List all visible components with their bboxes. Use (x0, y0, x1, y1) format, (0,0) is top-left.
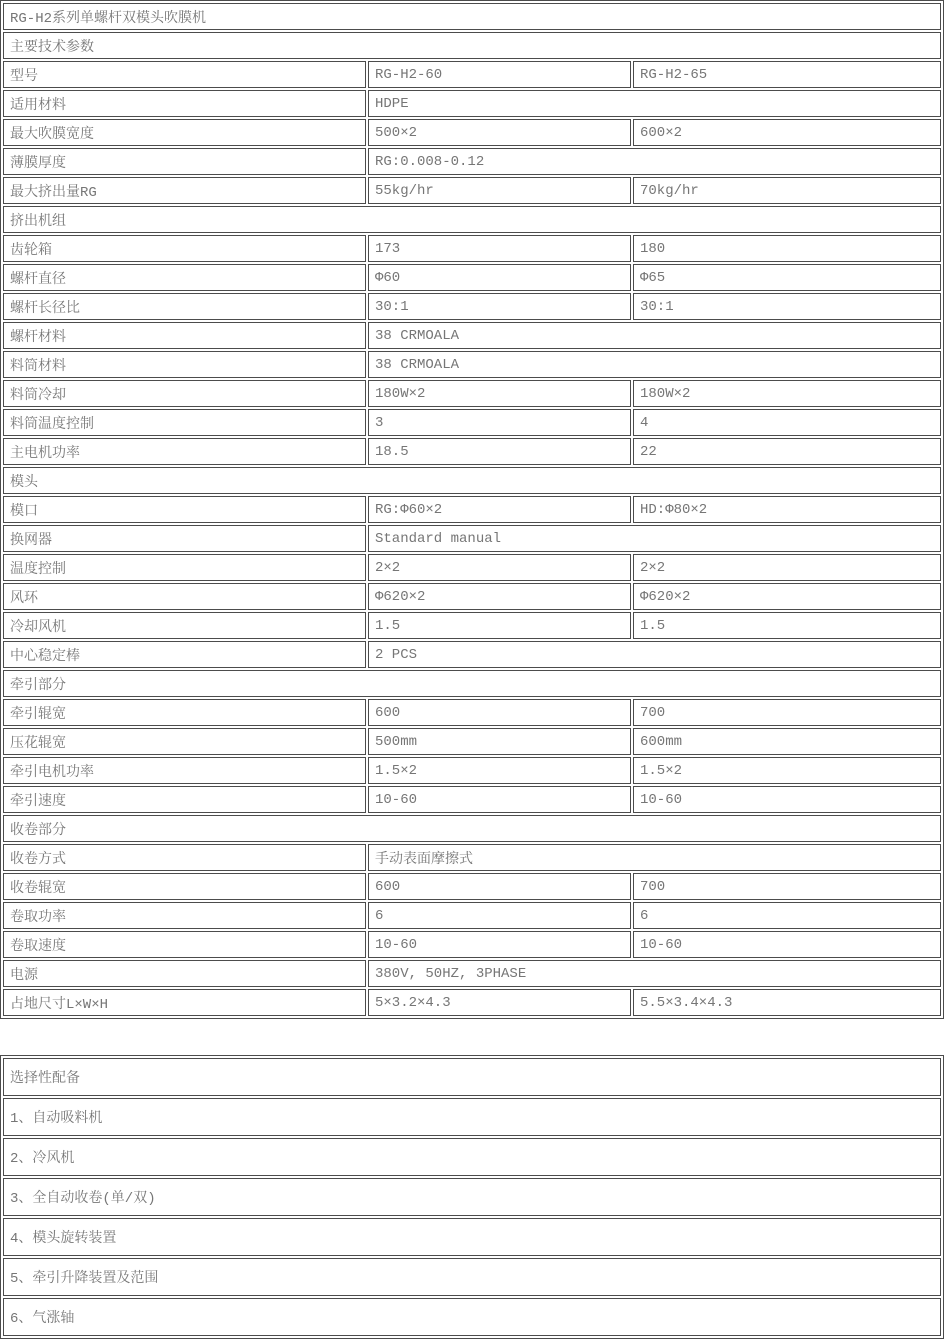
spec-value-cell-1: 55kg/hr (368, 177, 631, 204)
spec-value-cell-2: 10-60 (633, 931, 941, 958)
spec-section-cell: 主要技术参数 (3, 32, 941, 59)
spec-label-cell: 螺杆材料 (3, 322, 366, 349)
spec-value-cell-2: 700 (633, 699, 941, 726)
spec-label-cell: 卷取速度 (3, 931, 366, 958)
spec-label-cell: 齿轮箱 (3, 235, 366, 262)
spec-row (3, 380, 941, 407)
spec-value-cell-1: 500mm (368, 728, 631, 755)
spec-value-cell-1: 600 (368, 699, 631, 726)
spec-value-cell-1: 6 (368, 902, 631, 929)
spec-section-cell: 牵引部分 (3, 670, 941, 697)
spec-value-cell-1: 180W×2 (368, 380, 631, 407)
spec-label-cell: 牵引电机功率 (3, 757, 366, 784)
spec-label-cell: 主电机功率 (3, 438, 366, 465)
spec-value-cell-2: 30:1 (633, 293, 941, 320)
spec-row (3, 235, 941, 262)
spec-section-cell: 挤出机组 (3, 206, 941, 233)
spec-value-cell-2: 700 (633, 873, 941, 900)
option-cell: 3、全自动收卷(单/双) (3, 1178, 941, 1216)
spec-row (3, 931, 941, 958)
spec-value-cell: RG:0.008-0.12 (368, 148, 941, 175)
spec-row (3, 264, 941, 291)
spec-value-cell-1: 1.5×2 (368, 757, 631, 784)
spec-label-cell: 模口 (3, 496, 366, 523)
options-title-cell: 选择性配备 (3, 1058, 941, 1096)
spec-row (3, 148, 941, 175)
spec-row (3, 525, 941, 552)
spec-value-cell-1: Φ620×2 (368, 583, 631, 610)
spec-label-cell: 螺杆直径 (3, 264, 366, 291)
spec-row (3, 293, 941, 320)
spec-label-cell: 卷取功率 (3, 902, 366, 929)
spec-label-cell: 冷却风机 (3, 612, 366, 639)
spec-label-cell: 牵引辊宽 (3, 699, 366, 726)
spec-value-cell-2: 22 (633, 438, 941, 465)
spec-row (3, 90, 941, 117)
spec-label-cell: 薄膜厚度 (3, 148, 366, 175)
options-table-body (3, 1058, 941, 1336)
spec-value-cell-2: 70kg/hr (633, 177, 941, 204)
spec-section-row (3, 467, 941, 494)
spec-row (3, 786, 941, 813)
spec-section-row (3, 32, 941, 59)
spec-value-cell-1: 5×3.2×4.3 (368, 989, 631, 1016)
spec-value-cell-2: 5.5×3.4×4.3 (633, 989, 941, 1016)
option-row (3, 1258, 941, 1296)
spec-label-cell: 适用材料 (3, 90, 366, 117)
spec-label-cell: 料筒材料 (3, 351, 366, 378)
spec-label-cell: 压花辊宽 (3, 728, 366, 755)
spec-value-cell-2: 600×2 (633, 119, 941, 146)
spec-value-cell-2: 1.5 (633, 612, 941, 639)
spec-label-cell: 最大吹膜宽度 (3, 119, 366, 146)
option-row (3, 1098, 941, 1136)
spec-value-cell-2: HD:Φ80×2 (633, 496, 941, 523)
spec-value-cell-1: 173 (368, 235, 631, 262)
spec-value-cell-2: 180 (633, 235, 941, 262)
spec-label-cell: 料筒温度控制 (3, 409, 366, 436)
spec-value-cell: Standard manual (368, 525, 941, 552)
spec-row (3, 844, 941, 871)
spec-value-cell-1: 10-60 (368, 786, 631, 813)
spec-value-cell-1: RG:Φ60×2 (368, 496, 631, 523)
spec-section-row (3, 206, 941, 233)
spec-value-cell-1: 600 (368, 873, 631, 900)
option-row (3, 1138, 941, 1176)
spec-section-row (3, 670, 941, 697)
spec-row (3, 177, 941, 204)
spec-row (3, 902, 941, 929)
spec-label-cell: 中心稳定棒 (3, 641, 366, 668)
spec-value-cell: 380V, 50HZ, 3PHASE (368, 960, 941, 987)
spec-row (3, 641, 941, 668)
spec-value-cell-2: 2×2 (633, 554, 941, 581)
option-cell: 5、牵引升降装置及范围 (3, 1258, 941, 1296)
spec-row (3, 873, 941, 900)
spec-row (3, 583, 941, 610)
spec-row (3, 960, 941, 987)
spec-value-cell-1: 1.5 (368, 612, 631, 639)
spec-label-cell: 型号 (3, 61, 366, 88)
spec-value-cell-2: Φ65 (633, 264, 941, 291)
spec-label-cell: 收卷辊宽 (3, 873, 366, 900)
spec-row (3, 699, 941, 726)
spec-section-row (3, 3, 941, 30)
spec-section-row (3, 815, 941, 842)
spec-label-cell: 收卷方式 (3, 844, 366, 871)
spec-label-cell: 电源 (3, 960, 366, 987)
spec-label-cell: 换网器 (3, 525, 366, 552)
spec-value-cell-2: 6 (633, 902, 941, 929)
spec-value-cell-2: 10-60 (633, 786, 941, 813)
spec-row (3, 438, 941, 465)
option-row (3, 1298, 941, 1336)
spec-value-cell-2: 180W×2 (633, 380, 941, 407)
spec-value-cell: 手动表面摩擦式 (368, 844, 941, 871)
option-cell: 2、冷风机 (3, 1138, 941, 1176)
spec-section-cell: RG-H2系列单螺杆双模头吹膜机 (3, 3, 941, 30)
spec-value-cell-1: 500×2 (368, 119, 631, 146)
spec-value-cell-1: 18.5 (368, 438, 631, 465)
options-header-row (3, 1058, 941, 1096)
spec-value-cell-1: 30:1 (368, 293, 631, 320)
spec-row (3, 351, 941, 378)
spec-table-body (3, 3, 941, 1016)
spec-value-cell: 2 PCS (368, 641, 941, 668)
option-row (3, 1218, 941, 1256)
spec-value-cell: HDPE (368, 90, 941, 117)
spec-row (3, 554, 941, 581)
spec-label-cell: 螺杆长径比 (3, 293, 366, 320)
spec-label-cell: 风环 (3, 583, 366, 610)
spec-value-cell-2: RG-H2-65 (633, 61, 941, 88)
option-row (3, 1178, 941, 1216)
spec-label-cell: 温度控制 (3, 554, 366, 581)
spec-value-cell-2: 600mm (633, 728, 941, 755)
spec-value-cell-1: RG-H2-60 (368, 61, 631, 88)
spec-row (3, 612, 941, 639)
spec-row (3, 989, 941, 1016)
spec-section-cell: 模头 (3, 467, 941, 494)
option-cell: 4、模头旋转装置 (3, 1218, 941, 1256)
spec-value-cell-2: 4 (633, 409, 941, 436)
options-table (0, 1055, 944, 1339)
spec-label-cell: 最大挤出量RG (3, 177, 366, 204)
spec-row (3, 409, 941, 436)
spec-value-cell-1: Φ60 (368, 264, 631, 291)
spec-value-cell: 38 CRMOALA (368, 322, 941, 349)
spec-label-cell: 牵引速度 (3, 786, 366, 813)
spec-value-cell-1: 2×2 (368, 554, 631, 581)
spec-row (3, 61, 941, 88)
spec-row (3, 322, 941, 349)
spec-section-cell: 收卷部分 (3, 815, 941, 842)
spec-row (3, 757, 941, 784)
spec-value-cell-2: 1.5×2 (633, 757, 941, 784)
option-cell: 1、自动吸料机 (3, 1098, 941, 1136)
spec-value-cell-1: 10-60 (368, 931, 631, 958)
spec-value-cell-1: 3 (368, 409, 631, 436)
spec-row (3, 728, 941, 755)
spec-row (3, 496, 941, 523)
spec-value-cell: 38 CRMOALA (368, 351, 941, 378)
spec-row (3, 119, 941, 146)
spec-value-cell-2: Φ620×2 (633, 583, 941, 610)
spec-label-cell: 占地尺寸L×W×H (3, 989, 366, 1016)
spec-label-cell: 料筒冷却 (3, 380, 366, 407)
option-cell: 6、气涨轴 (3, 1298, 941, 1336)
